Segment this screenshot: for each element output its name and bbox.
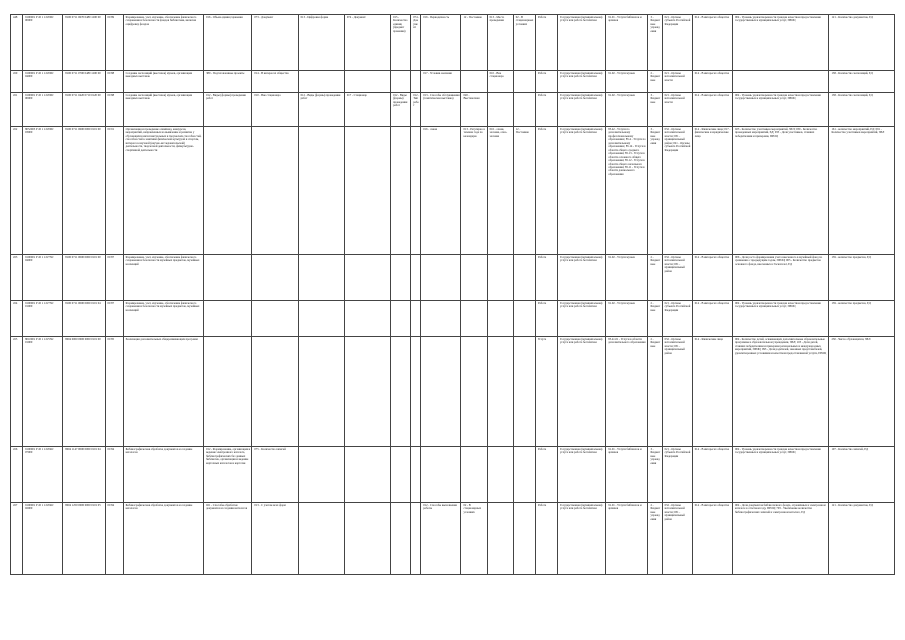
cell-condition-1-value: 02 - В стационарных условиях [461,503,487,575]
cell-okved-activity: 85.42 - Услуги по дополнительному профессиональному образованию; 85.4 - Услуги по дополнительному образованию; 85.14 - Услуги в области общего среднего образования; 85.13 - Услуги в области основного общего образования; 85.12 - Услуги в области общего начального образования; 85.11 - Услуги в области дошкольного образования [606,127,648,255]
cell-volume-indicators: 138 - Количество экспозиций, ЕД [829,71,895,93]
cell-volume-indicators: 138 - Количество экспозиций, ЕД [829,93,895,127]
cell-okved-code: 00 88 [105,71,123,93]
cell-parameter-2-value [344,71,390,93]
cell-registry-number: 8004 1250 0000 0000 0101 05 [63,503,105,575]
cell-condition-1: 016 - очная [421,127,461,255]
cell-parameter-2-value [344,255,390,301]
cell-quality-indicators: 023 - Количество участников мероприятий, ЧЕЛ; 039 - Количество проведенных мероприятий, ЕД; 035 - Доля участников, ставших победителями и призерами, ПРОЦ [732,127,829,255]
cell-service-name: Формирование, учет, изучение, обеспечение физического сохранения и безопасности фондов библиотеки, включая оцифровку фондов [123,15,203,71]
cell-condition-2: 013 - Место проведения [487,15,513,71]
cell-condition-1 [421,301,461,337]
cell-okved-code: 00 87 [105,255,123,301]
cell-parameter-2: 012 - Виды (формы) проведения работ [298,93,344,127]
cell-type: Работа [535,503,557,575]
cell-condition-2-value: 12 - Постоянно [513,127,535,255]
cell-row-number: 451 [11,93,23,127]
cell-registry-number: 8004 1147 0000 0000 0101 04 [63,447,105,503]
cell-institution-type: 3 - Бюджетные учреждения [648,15,662,71]
cell-institution-type: 2 - Бюджетные [648,301,662,337]
cell-type: Работа [535,447,557,503]
cell-condition-1-value [461,337,487,447]
cell-parameter-3-value [411,255,421,301]
cell-condition-1 [421,255,461,301]
cell-parameter-3 [391,447,411,503]
cell-authority: 021 - Органы субъекта Российской Федерации [662,301,692,337]
cell-condition-1-value [461,447,487,503]
cell-parameter-3-value: 074 - Документ [411,15,421,71]
cell-row-number: 448 [11,15,23,71]
cell-parameter-3 [391,255,411,301]
cell-registry-number: 8100 0711 0700 0480 1200 00 [63,71,105,93]
cell-institution-type: 3 - Бюджетные учреждения [648,127,662,255]
cell-condition-2-value [513,71,535,93]
cell-parameter-2-value [344,447,390,503]
cell-institution-type: 2 - Бюджетные [648,255,662,301]
cell-parameter-3-value [411,301,421,337]
cell-payment-basis: Государственная (муниципальная) услуга или работа бесплатная [557,127,605,255]
cell-registry-number: 8100 0711 0000 0000 0101 04 [63,301,105,337]
cell-condition-2 [487,255,513,301]
cell-quality-indicators: 004 - Количество детей, осваивающих дополнительные образовательные программы в образовательном учреждении, ЧЕЛ; 103 - Доля детей, ставших победителями и призерами региональных и международных мероприятий, ПРОЦ; 093 - Доля родителей, законных представителей, удовлетворенных условиями и качеством предоставляемой услуги, ПРОЦ [732,337,829,447]
cell-parameter-3-value [411,503,421,575]
cell-type: Работа [535,301,557,337]
cell-condition-1: 013 - Способы обслуживания (тематическая выставка) [421,93,461,127]
cell-okved-activity: 91.02 - Услуги музеев [606,71,648,93]
cell-condition-2: 010 - Вне стационара [487,71,513,93]
cell-consumer-category: 014 - В интересах общества [692,301,732,337]
cell-payment-basis: Государственная (муниципальная) услуга или работа бесплатная [557,447,605,503]
cell-okved-code: 00 89 [105,15,123,71]
cell-service-code: 8052003 P 45 1 1/0/000/ 03000 [23,127,63,255]
cell-consumer-category: 014 - Физические лица; 017 - физические и юридические лица [692,127,732,255]
cell-service-name: Формирование, учет, изучение, обеспечение физического сохранения и безопасности музейных предметов, музейных коллекций [123,255,203,301]
cell-institution-type: 2 - Бюджетные [648,337,662,447]
cell-volume-indicators: 107 - Количество записей, ЕД [829,447,895,503]
table-row [11,301,895,337]
cell-quality-indicators: 006 - Доля роста формирования учета внесенного в музейный фонд по сравнению с предыдущим годом, ПРОЦ; 005 - Количество предметов основного фонда, внесенных в Госкаталог, ЕД [732,255,829,301]
cell-registry-number: 8004 0000 0000 0000 0101 00 [63,337,105,447]
cell-okved-activity: 91.01 - Услуги библиотек и архивов [606,503,648,575]
cell-parameter-2 [298,255,344,301]
cell-parameter-1: 380 - Подготовленные проекты [204,71,252,93]
cell-condition-1-value [461,71,487,93]
cell-type: Работа [535,15,557,71]
cell-institution-type: 3 - Бюджетные учреждения [648,447,662,503]
cell-parameter-1-value: 010 - Вне стационара [252,93,298,127]
cell-parameter-1-value [252,127,298,255]
cell-parameter-1-value: 014 - В интересах общества [252,71,298,93]
cell-parameter-1: 012 - Виды (формы) проведения работ [204,93,252,127]
table-row [11,337,895,447]
cell-parameter-1 [204,337,252,447]
cell-service-code: 9100001 P 45 1 1/0/750/ 01000 [23,301,63,337]
cell-condition-2: 016 - очная, заочная, очно-заочная [487,127,513,255]
cell-condition-2 [487,337,513,447]
cell-condition-2-value [513,301,535,337]
cell-condition-2-value [513,447,535,503]
cell-consumer-category: 014 - В интересах общества [692,503,732,575]
cell-parameter-3-value: 012 - Тип работ [411,93,421,127]
cell-type: Услуга [535,337,557,447]
table-row [11,503,895,575]
cell-parameter-1 [204,255,252,301]
cell-parameter-2-value: 074 - Документ [344,15,390,71]
cell-volume-indicators: 139 - количество предметов, ЕД [829,255,895,301]
cell-parameter-2-value [344,127,390,255]
cell-service-code: 9100001 P 45 1 1/0/750/ 04000 [23,255,63,301]
cell-condition-2-value [513,337,535,447]
cell-okved-activity: 91.02 - Услуги музеев [606,93,648,127]
registry-table [10,14,895,575]
cell-okved-code: 00 87 [105,301,123,337]
cell-parameter-2-value: 017 - Стационар [344,93,390,127]
cell-authority: 021 - Органы субъекта Российской Федерации [662,15,692,71]
cell-service-code: 9100001 P 45 1 1/0/000/ 00000 [23,15,63,71]
cell-parameter-3 [391,503,411,575]
cell-payment-basis: Государственная (муниципальная) услуга или работа бесплатная [557,337,605,447]
cell-parameter-2-value [344,503,390,575]
table-row [11,71,895,93]
cell-condition-2-value: 02 - В стационарных условиях [513,15,535,71]
cell-institution-type: 2 - Бюджетные учреждения [648,503,662,575]
cell-volume-indicators: 230 - Число обучающихся, ЧЕЛ [829,337,895,447]
document-page [10,14,895,626]
cell-parameter-1-value [252,301,298,337]
cell-condition-2-value [513,255,535,301]
cell-parameter-2 [298,337,344,447]
cell-type: Работа [535,71,557,93]
cell-row-number: 455 [11,337,23,447]
cell-okved-code: 00 88 [105,93,123,127]
cell-parameter-3: 015 - Количество единиц (предмет хранения) [391,15,411,71]
cell-type: Работа [535,93,557,127]
cell-consumer-category: 014 - В интересах общества [692,93,732,127]
cell-condition-1 [421,337,461,447]
cell-service-name: Реализация дополнительных общеразвивающих программ [123,337,203,447]
cell-payment-basis: Государственная (муниципальная) услуга или работа бесплатная [557,301,605,337]
cell-okved-code: 00 85 [105,337,123,447]
cell-registry-number: 8100 0711 0670 0480 1200 00 [63,15,105,71]
cell-parameter-2 [298,447,344,503]
cell-service-code: 9100001 P 45 1 1/0/000/ 00000 [23,93,63,127]
cell-authority: 032 - Органы исполнительной власти; 031 - муниципальный район [662,503,692,575]
table-row [11,447,895,503]
cell-condition-2 [487,93,513,127]
cell-condition-1-value: 020 - Выставочная [461,93,487,127]
cell-parameter-3-value [411,337,421,447]
cell-volume-indicators: 161 - количество мероприятий, ЕД; 091 - Количество участников мероприятий, ЧЕЛ [829,127,895,255]
cell-condition-2 [487,301,513,337]
table-row [11,15,895,71]
cell-parameter-1-value: 075 - Количество записей [252,447,298,503]
cell-quality-indicators: 004 - Уровень удовлетворенности граждан качеством предоставления государственных и муниципальных услуг, ПРОЦ [732,15,829,71]
cell-service-code: 9100001 P 45 1 1/0/040/ 07000 [23,447,63,503]
cell-condition-1-value: 013 - Регулярно в течение года по календарю [461,127,487,255]
cell-row-number: 450 [11,71,23,93]
cell-payment-basis: Государственная (муниципальная) услуга или работа бесплатная [557,503,605,575]
cell-quality-indicators: 004 - Уровень удовлетворенности граждан качеством предоставления государственных и муниципальных услуг, ПРОЦ [732,301,829,337]
cell-condition-1-value [461,255,487,301]
cell-service-name: Формирование, учет, изучение, обеспечение физического сохранения и безопасности музейных предметов, музейных коллекций [123,301,203,337]
cell-payment-basis: Государственная (муниципальная) услуга или работа бесплатная [557,15,605,71]
cell-service-name: Библиографическая обработка документов и создание каталогов [123,503,203,575]
cell-parameter-3 [391,71,411,93]
cell-condition-1-value [461,301,487,337]
cell-quality-indicators [732,71,829,93]
cell-institution-type: 3 - Бюджетные [648,93,662,127]
cell-okved-activity: 91.01 - Услуги библиотек и архивов [606,447,648,503]
cell-consumer-category: 014 - В интересах общества [692,447,732,503]
cell-type: Работа [535,127,557,255]
table-row [11,127,895,255]
cell-volume-indicators: 139 - количество предметов, ЕД [829,301,895,337]
cell-type: Работа [535,255,557,301]
cell-quality-indicators: 004 - Уровень удовлетворенности граждан качеством предоставления государственных и муниципальных услуг, ПРОЦ [732,93,829,127]
cell-volume-indicators: 121 - Количество документов, ЕД [829,503,895,575]
cell-condition-2-value [513,503,535,575]
cell-volume-indicators: 121 - Количество документов, ЕД [829,15,895,71]
cell-parameter-1-value: 073 - Документ [252,15,298,71]
cell-consumer-category: 014 - В интересах общества [692,15,732,71]
cell-okved-code: 00 84 [105,503,123,575]
cell-okved-activity: 85.41.01 - Услуги в области дополнительного образования [606,337,648,447]
cell-condition-1: 012 - Способы выполнения работы [421,503,461,575]
cell-authority: 021 - Органы исполнительной власти [662,93,692,127]
cell-parameter-1-value [252,255,298,301]
cell-parameter-3 [391,301,411,337]
table-row [11,93,895,127]
cell-service-code: 9100001 P 45 1 1/0/000/ 04000 [23,71,63,93]
cell-authority: 032 - Органы исполнительной власти; 031 - муниципальный район; 021 - Органы субъекта Российской Федерации [662,127,692,255]
cell-registry-number: 8100 0711 0420 0710 0120 00 [63,93,105,127]
cell-parameter-1-value: 013 - С учетом всех форм [252,503,298,575]
cell-parameter-3 [391,127,411,255]
cell-parameter-2 [298,127,344,255]
cell-service-name: Создание экспозиций (выставок) музеев, организация выездных выставок [123,71,203,93]
cell-parameter-3-value [411,71,421,93]
cell-payment-basis: Государственная (муниципальная) услуга или работа бесплатная [557,255,605,301]
cell-registry-number: 8100 0711 0000 0000 0101 00 [63,255,105,301]
cell-payment-basis: Государственная (муниципальная) услуга или работа бесплатная [557,71,605,93]
cell-consumer-category: 014 - Физические лица [692,337,732,447]
cell-institution-type: 2 - Бюджетные [648,71,662,93]
cell-row-number: 452 [11,127,23,255]
cell-row-number: 456 [11,447,23,503]
cell-parameter-3-value [411,447,421,503]
cell-authority: 021 - Органы исполнительной власти [662,71,692,93]
cell-quality-indicators: 004 - Уровень удовлетворенности граждан качеством предоставления государственных и муниципальных услуг, ПРОЦ [732,447,829,503]
cell-parameter-1-value [252,337,298,447]
cell-okved-activity: 91.02 - Услуги музеев [606,301,648,337]
cell-parameter-1 [204,301,252,337]
cell-parameter-3: 012 - Виды (формы) проведения работ [391,93,411,127]
cell-parameter-3 [391,337,411,447]
cell-row-number: 454 [11,301,23,337]
cell-service-name: Организация и проведение олимпиад, конкурсов, мероприятий, направленных на выявление и развитие у обучающихся интеллектуальных и творческих способностей, способностей к занятиям физической культурой и спортом, интереса к научной (научно-исследовательской) деятельности, творческой деятельности, физкультурно-спортивной деятельности [123,127,203,255]
cell-parameter-2: 013 - Цифровая форма [298,15,344,71]
cell-condition-1 [421,447,461,503]
cell-consumer-category: 014 - В интересах общества [692,71,732,93]
cell-row-number: 453 [11,255,23,301]
cell-registry-number: 8100 0711 0600 0000 0101 00 [63,127,105,255]
cell-okved-activity: 91.02 - Услуги музеев [606,255,648,301]
cell-condition-1-value: 12 - Постоянно [461,15,487,71]
cell-service-name: Создание экспозиций (выставок) музеев, организация выездных выставок [123,93,203,127]
cell-parameter-1: 016 - Объем единиц хранения [204,15,252,71]
cell-parameter-2 [298,71,344,93]
cell-condition-1: 016 - Периодичность [421,15,461,71]
cell-authority: 021 - Органы субъекта Российской Федерации [662,447,692,503]
cell-condition-2 [487,503,513,575]
cell-consumer-category: 014 - В интересах общества [692,255,732,301]
cell-service-code: 8010001 P 45 1 1/0/556/ 01000 [23,337,63,447]
cell-condition-1: 017 - Условия оказания [421,71,461,93]
cell-parameter-1: 021 - Способы обработки документов и создания каталогов [204,503,252,575]
cell-okved-code: 00 84 [105,447,123,503]
cell-row-number: 457 [11,503,23,575]
cell-authority: 032 - Органы исполнительной власти; 031 - муниципальный район [662,337,692,447]
cell-okved-activity: 91.01 - Услуги библиотек и архивов [606,15,648,71]
cell-condition-2 [487,447,513,503]
cell-parameter-2-value [344,337,390,447]
cell-parameter-2 [298,301,344,337]
cell-parameter-1 [204,127,252,255]
cell-parameter-2 [298,503,344,575]
cell-service-name: Библиографическая обработка документов и создание каталогов [123,447,203,503]
table-row [11,255,895,301]
cell-payment-basis: Государственная (муниципальная) услуга или работа бесплатная [557,93,605,127]
cell-service-code: 9100001 P 45 1 1/0/040/ 02000 [23,503,63,575]
cell-okved-code: 00 91 [105,127,123,255]
cell-authority: 032 - Органы исполнительной власти; 031 - муниципальный район [662,255,692,301]
cell-parameter-3-value [411,127,421,255]
cell-parameter-1: 012 - Формирование, организация и ведение электронного каталога, библиографических баз данных библиотек, организация и ведение карточных каталогов и картотек [204,447,252,503]
cell-parameter-2-value [344,301,390,337]
cell-condition-2-value [513,93,535,127]
cell-quality-indicators: 004 - Доля документов библиотечного фонда, отражённых в электронном каталоге в отчетном году, ПРОЦ; 793 - Увеличение количества библиографических записей в электронном каталоге, ЕД [732,503,829,575]
